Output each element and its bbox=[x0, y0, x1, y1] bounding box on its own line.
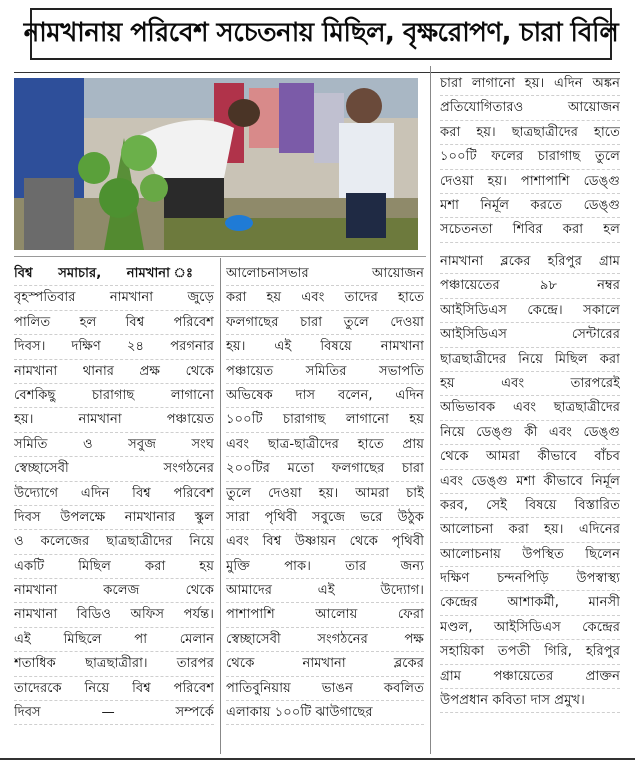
text-line: গ্রাম পঞ্চায়েতের প্রাক্তন bbox=[440, 665, 620, 689]
text-line: প্রতিযোগিতারও আয়োজন bbox=[440, 96, 620, 120]
text-line: এবং ছাত্র-ছাত্রীদের হাতে প্রায় bbox=[226, 433, 424, 457]
text-line: স্বেচ্ছাসেবী সংগঠনের bbox=[14, 457, 214, 481]
text-line: অভিভাবক এবং ছাত্রছাত্রীদের bbox=[440, 396, 620, 420]
text-line: তাদেরকে নিয়ে বিশ্ব পরিবেশ bbox=[14, 677, 214, 701]
text-line: পালিত হল বিশ্ব পরিবেশ bbox=[14, 311, 214, 335]
text-line: ছাত্রছাত্রীদের নিয়ে মিছিল করা bbox=[440, 348, 620, 372]
dateline: বিশ্ব সমাচার, নামখানা ঃ bbox=[14, 262, 214, 286]
text-line: পাশাপাশি আলোয় ফেরা bbox=[226, 603, 424, 627]
column-divider bbox=[430, 66, 431, 754]
text-line: শতাধিক ছাত্রছাত্রীরা। তারপর bbox=[14, 652, 214, 676]
article-column-1 bbox=[14, 262, 214, 725]
text-line: এবং বিশ্ব উষ্ণায়ন থেকে পৃথিবী bbox=[226, 530, 424, 554]
text-line: পাতিবুনিয়ায় ভাঙন কবলিত bbox=[226, 677, 424, 701]
article-column-3 bbox=[440, 250, 620, 713]
text-line: দেওয়া হয়। পাশাপাশি ডেঙ্গু bbox=[440, 170, 620, 194]
text-line: নামখানা বিডিও অফিস পর্যন্ত। bbox=[14, 603, 214, 627]
text-line: সচেতনতা শিবির করা হল bbox=[440, 218, 620, 242]
text-line: ফলগাছের চারা তুলে দেওয়া bbox=[226, 311, 424, 335]
text-line: করা হয়। ছাত্রছাত্রীদের হাতে bbox=[440, 121, 620, 145]
text-line: এই মিছিলে পা মেলান bbox=[14, 628, 214, 652]
text-line: সমিতি ও সবুজ সংঘ bbox=[14, 433, 214, 457]
text-line: পঞ্চায়েতের ৯৮ নম্বর bbox=[440, 274, 620, 298]
news-photo bbox=[14, 78, 418, 250]
text-line: আলোচনায় উপস্থিত ছিলেন bbox=[440, 543, 620, 567]
photo-tree-planting-icon bbox=[14, 78, 418, 250]
text-line: নিয়ে ডেঙ্গু কী এবং ডেঙ্গু bbox=[440, 421, 620, 445]
text-line: আলোচনা করা হয়। এদিনের bbox=[440, 518, 620, 542]
bottom-rule bbox=[0, 758, 635, 760]
text-line: মুক্তি পাক। তার জন্য bbox=[226, 555, 424, 579]
text-line: চারা লাগানো হয়। এদিন অঙ্কন bbox=[440, 72, 620, 96]
text-line: স্বেচ্ছাসেবী সংগঠনের পক্ষ bbox=[226, 628, 424, 652]
text-line: দিবস। দক্ষিণ ২৪ পরগনার bbox=[14, 335, 214, 359]
text-line: আমাদের এই উদ্যোগ। bbox=[226, 579, 424, 603]
text-line: নামখানা থানার প্রক্ষ থেকে bbox=[14, 360, 214, 384]
text-line: ১০০টি চারাগাছ লাগানো হয় bbox=[226, 408, 424, 432]
text-line: থেকে আমরা কীভাবে বাঁচব bbox=[440, 445, 620, 469]
text-line: অভিষেক দাস বলেন, এদিন bbox=[226, 384, 424, 408]
text-line: হয়। এই বিষয়ে নামখানা bbox=[226, 335, 424, 359]
text-line: ও কলেজের ছাত্রছাত্রীদের নিয়ে bbox=[14, 530, 214, 554]
text-line: নামখানা কলেজ থেকে bbox=[14, 579, 214, 603]
text-line: আইসিডিএস সেন্টারের bbox=[440, 323, 620, 347]
text-line: হয় এবং তারপরেই bbox=[440, 372, 620, 396]
text-line: দিবস — সম্পর্কে bbox=[14, 701, 214, 725]
text-line: ২০০টির মতো ফলগাছের চারা bbox=[226, 457, 424, 481]
headline: নামখানায় পরিবেশ সচেতনায় মিছিল, বৃক্ষরোপণ, চারা বিলি bbox=[23, 18, 619, 48]
text-line: সারা পৃথিবী সবুজে ভরে উঠুক bbox=[226, 506, 424, 530]
text-line: এবং ডেঙ্গু মশা কীভাবে নির্মূল bbox=[440, 470, 620, 494]
text-line: দক্ষিণ চন্দনপিড়ি উপস্বাস্থ্য bbox=[440, 567, 620, 591]
text-line: করব, সেই বিষয়ে বিস্তারিত bbox=[440, 494, 620, 518]
headline-box bbox=[23, 8, 619, 60]
text-line: বেশকিছু চারাগাছ লাগানো bbox=[14, 384, 214, 408]
text-line: সহায়িকা তপতী গিরি, হরিপুর bbox=[440, 640, 620, 664]
text-line: দিবস উপলক্ষে নামখানার স্কুল bbox=[14, 506, 214, 530]
text-line: উদ্যোগে এদিন বিশ্ব পরিবেশ bbox=[14, 482, 214, 506]
text-line: মশা নির্মূল করতে ডেঙ্গু bbox=[440, 194, 620, 218]
text-line: ১০০টি ফলের চারাগাছ তুলে bbox=[440, 145, 620, 169]
text-line: মণ্ডল, আইসিডিএস কেন্দ্রের bbox=[440, 616, 620, 640]
article-column-2 bbox=[226, 262, 424, 725]
text-line: এলাকায় ১০০টি ঝাউগাছের bbox=[226, 701, 424, 725]
column-divider bbox=[220, 258, 221, 754]
text-line: বৃহস্পতিবার নামখানা জুড়ে bbox=[14, 286, 214, 310]
photo-bottom-rule bbox=[14, 256, 426, 257]
text-line: নামখানা ব্লকের হরিপুর গ্রাম bbox=[440, 250, 620, 274]
text-line: কেন্দ্রের আশাকর্মী, মানসী bbox=[440, 591, 620, 615]
text-line: উপপ্রধান কবিতা দাস প্রমুখ। bbox=[440, 689, 620, 713]
text-line: থেকে নামখানা ব্লকের bbox=[226, 652, 424, 676]
text-line: একটি মিছিল করা হয় bbox=[14, 555, 214, 579]
text-line: পঞ্চায়েত সমিতির সভাপতি bbox=[226, 360, 424, 384]
text-line: হয়। নামখানা পঞ্চায়েত bbox=[14, 408, 214, 432]
text-line: আলোচনাসভার আয়োজন bbox=[226, 262, 424, 286]
text-line: করা হয় এবং তাদের হাতে bbox=[226, 286, 424, 310]
article-column-3-top bbox=[440, 72, 620, 243]
text-line: আইসিডিএস কেন্দ্রে। সকালে bbox=[440, 299, 620, 323]
text-line: তুলে দেওয়া হয়। আমরা চাই bbox=[226, 482, 424, 506]
